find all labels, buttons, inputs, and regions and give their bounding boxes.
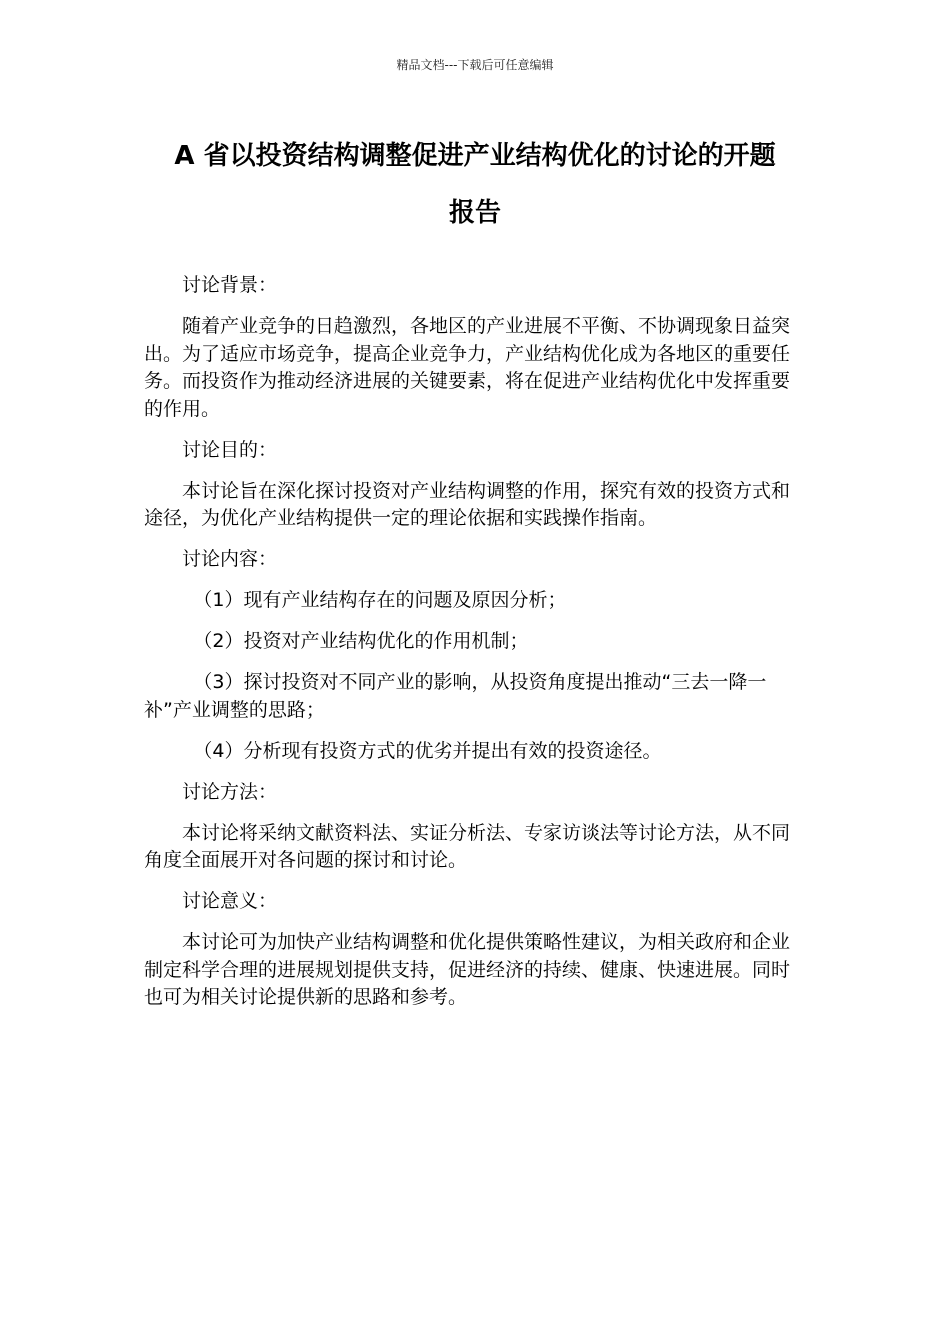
- title-line-1: A 省以投资结构调整促进产业结构优化的讨论的开题: [174, 141, 776, 171]
- section-body-purpose: 本讨论旨在深化探讨投资对产业结构调整的作用，探究有效的投资方式和途径，为优化产业结构提供一定的理论依据和实践操作指南。: [144, 479, 791, 529]
- section-heading-background: 讨论背景：: [182, 274, 278, 296]
- section-heading-content: 讨论内容：: [182, 548, 278, 570]
- content-list-item: （1）现有产业结构存在的问题及原因分析；: [193, 589, 567, 611]
- section-heading-purpose: 讨论目的：: [182, 438, 278, 461]
- document-body: [144, 272, 804, 1025]
- page-header-note: 精品文档---下载后可任意编辑: [396, 58, 554, 72]
- document-title: [142, 128, 808, 242]
- section-body-background: 随着产业竞争的日趋激烈，各地区的产业进展不平衡、不协调现象日益突出。为了适应市场竞争，提高企业竞争力，产业结构优化成为各地区的重要任务。而投资作为推动经济进展的关键要素，将在促进产业结构优化中发挥重要的作用。: [144, 315, 791, 420]
- title-line-2: 报告: [448, 198, 501, 228]
- section-heading-method: 讨论方法：: [182, 780, 278, 803]
- content-list-item: （3）探讨投资对不同产业的影响，从投资角度提出推动“三去一降一补”产业调整的思路；: [144, 671, 767, 721]
- section-body-method: 本讨论将采纳文献资料法、实证分析法、专家访谈法等讨论方法，从不同角度全面展开对各问题的探讨和讨论。: [144, 821, 791, 871]
- section-body-significance: 本讨论可为加快产业结构调整和优化提供策略性建议，为相关政府和企业制定科学合理的进展规划提供支持，促进经济的持续、健康、快速进展。同时也可为相关讨论提供新的思路和参考。: [144, 931, 791, 1008]
- section-heading-significance: 讨论意义：: [182, 890, 278, 912]
- content-list-item: （2）投资对产业结构优化的作用机制；: [193, 630, 529, 652]
- content-list-item: （4）分析现有投资方式的优劣并提出有效的投资途径。: [193, 739, 662, 762]
